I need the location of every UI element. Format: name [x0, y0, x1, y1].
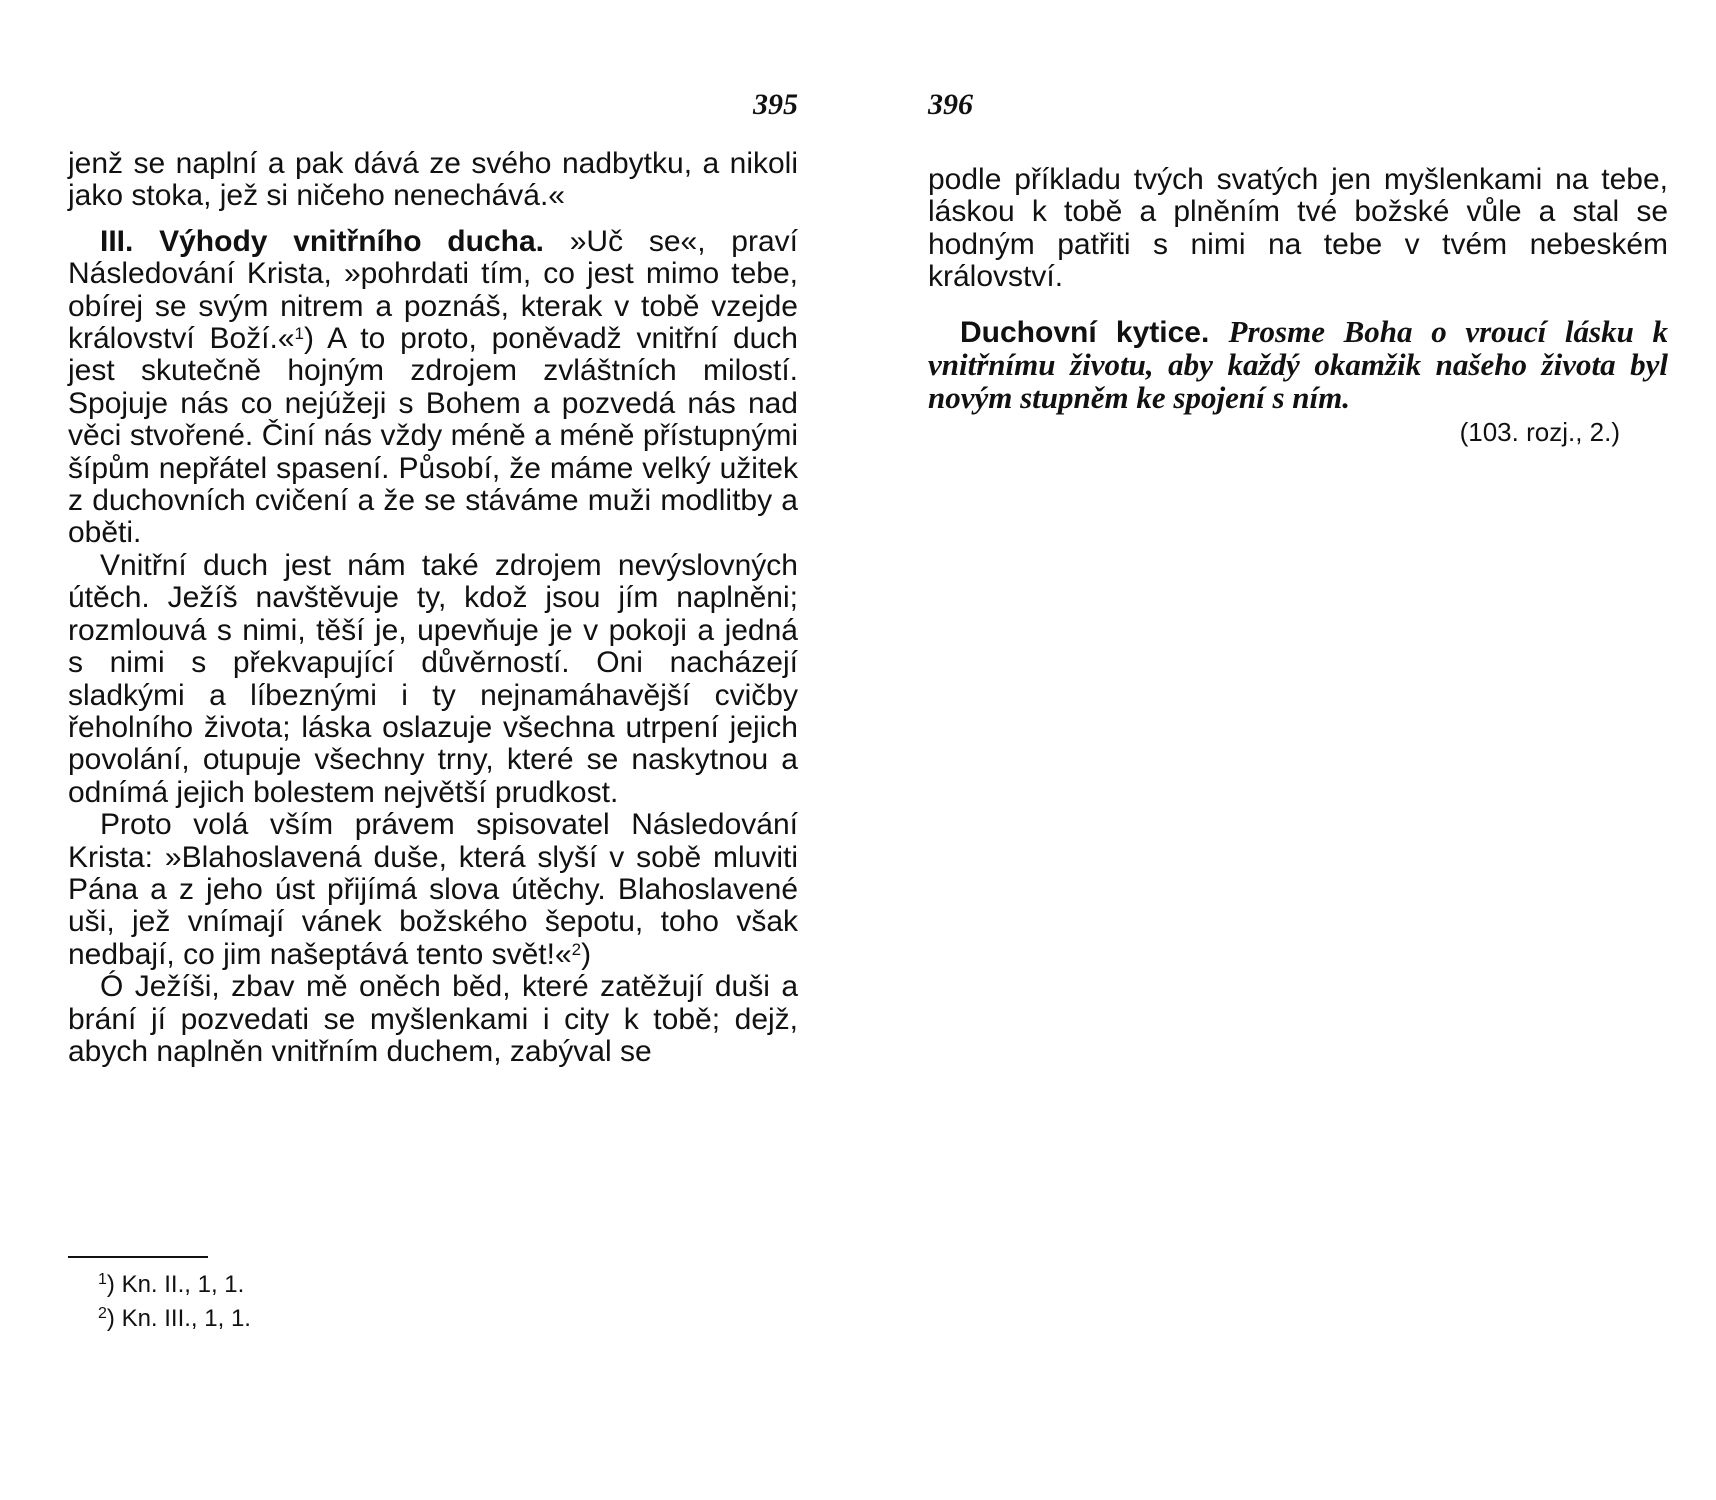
- paragraph-continuation: jenž se naplní a pak dává ze svého nadbytku, a nikoli jako stoka, jež si ničeho nenechává.«: [68, 147, 798, 213]
- footnote-text: ) Kn. II., 1, 1.: [106, 1271, 245, 1298]
- citation: (103. rozj., 2.): [1459, 416, 1620, 447]
- footnote-text: ) Kn. III., 1, 1.: [106, 1305, 251, 1332]
- footnote-ref-2: 2: [571, 939, 582, 959]
- paragraph-advantages: [68, 226, 798, 550]
- footnote-mark: 2: [98, 1305, 107, 1322]
- footnote-ref-1: 1: [294, 324, 304, 344]
- bouquet-text: Prosme Boha o vroucí lásku k vnitřnímu životu, aby každý okamžik našeho života byl novým stupněm ke spojení s ním.: [928, 313, 1668, 416]
- paragraph-prayer: Ó Ježíši, zbav mě oněch běd, které zatěžují duši a brání jí pozvedati se myšlenkami i city k tobě; dejž, abych naplněn vnitřním duchem, zabýval se: [68, 970, 798, 1068]
- paragraph-bouquet: [928, 313, 1668, 416]
- footnotes: [68, 1268, 251, 1336]
- paragraph-text: ) A to proto, poněvadž vnitřní duch jest skutečně hojným zdrojem zvláštních milostí. Spojuje nás co nejúžeji s Bohem a pozvedá nás nad věci stvořené. Činí nás vždy méně a méně přístupnými šípům nepřátel spasení. Působí, že máme velký užitek z duchovních cvičení a že se stáváme muži modlitby a oběti.: [68, 322, 798, 550]
- page-number: 396: [928, 88, 973, 121]
- footnote-1: [68, 1268, 251, 1302]
- paragraph-consolations: Vnitřní duch jest nám také zdrojem nevýslovných útěch. Ježíš navštěvuje ty, kdož jsou jím naplněni; rozmlouvá s nimi, těší je, upevňuje je v pokoji a jedná s nimi s překvapující důvěrností. Oni nacházejí sladkými a líbeznými i ty nejnamáhavější cvičby řeholního života; láska oslazuje všechna utrpení jejich povolání, otupuje všechny trny, které se naskytnou a odnímá jejich bolestem největší prudkost.: [68, 548, 798, 809]
- right-page-body: [928, 164, 1668, 448]
- paragraph-text: »Uč se«, praví Následování Krista, »pohrdati tím, co jest mimo tebe, obírej se svým nitrem a poznáš, kterak v tobě vzejde království Boží.«: [68, 224, 798, 356]
- footnote-2: [68, 1302, 251, 1336]
- footnote-mark: 1: [98, 1271, 107, 1288]
- paragraph-text: ): [581, 937, 592, 971]
- left-page-body: [68, 148, 798, 1068]
- paragraph-continuation: podle příkladu tvých svatých jen myšlenkami na tebe, láskou k tobě a plněním tvé božské vůle a stal se hodným patřiti s nimi na tebe v tvém nebeském království.: [928, 163, 1668, 294]
- paragraph-text: Proto volá vším právem spisovatel Následování Krista: »Blahoslavená duše, která slyší v sobě mluviti Pána a z jeho úst přijímá slova útěchy. Blahoslavené uši, jež vnímají vánek božského šepotu, toho však nedbají, co jim našeptává tento svět!«: [68, 808, 798, 971]
- page-number: 395: [753, 88, 798, 121]
- bouquet-title: Duchovní kytice.: [960, 315, 1210, 349]
- paragraph-quote: [68, 809, 798, 971]
- section-heading: III. Výhody vnitřního ducha.: [100, 224, 544, 258]
- footnote-rule: [68, 1256, 208, 1258]
